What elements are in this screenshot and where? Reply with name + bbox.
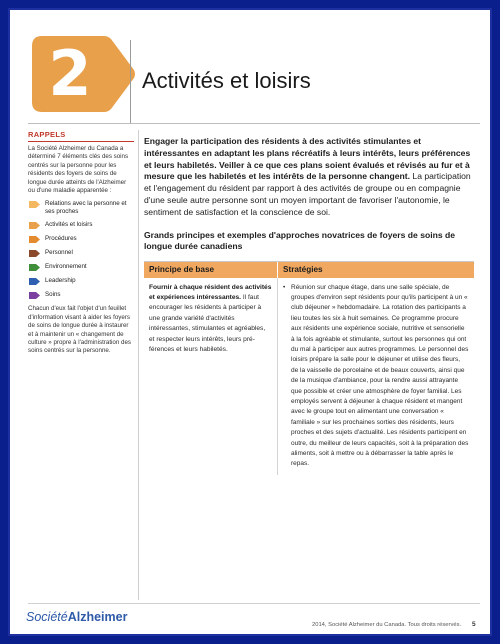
key-element-personnel: Personnel [28, 249, 134, 258]
intro-paragraph [144, 136, 474, 219]
rappels-rule [28, 141, 134, 142]
arrow-tab-icon [28, 291, 41, 300]
copyright-text: 2014, Société Alzheimer du Canada. Tous droits réservés. [312, 622, 462, 628]
document-page [8, 8, 492, 636]
header-strategies: Stratégies [277, 262, 474, 278]
arrow-tab-icon [28, 249, 41, 258]
page-number: 5 [472, 621, 476, 628]
header-principle: Principe de base [149, 264, 215, 274]
arrow-tab-icon [28, 263, 41, 272]
strategy-text: Réunion sur chaque étage, dans une salle spéciale, de groupes d'environ sept résidents pour qu'ils participent à un « club déjeuner » hebdomadaire. La rotation des participants a lieu toutes les six à huit semaines. Ce programme procure aux résidents une expérience sociale, nutritive et sensorielle à la fois agréable et stimulante, surtout les personnes qui ont du mal à participer aux autres programmes. Le personnel des loisirs prépare la salle pour le déjeuner et utilise des fleurs, de la vaisselle de porcelaine et de beaux couverts, ainsi que de la musique d'ambiance, pour la rendre aussi attrayante que possible et créer une atmosphère de foyer familial. Les employés servent à déjeuner à chaque résident et mangent avec le groupe tout en alimentant une conversation « familiale » sur les prochaines sorties des résidents, leurs proches et des sujets d'actualité. Les résidents participent en outre, du meilleur de leurs capacités, soit à la préparation des aliments, soit à mettre ou à débarrasser la table après le repas. [291, 283, 469, 468]
main-content [144, 136, 474, 475]
bullet-icon: • [283, 283, 286, 291]
arrow-tab-icon [28, 277, 41, 286]
rappels-outro: Chacun d'eux fait l'objet d'un feuillet d'information visant à aider les foyers de soins de longue durée à instaurer et à maintenir un « changement de culture » propre à l'administration des soins centrés sur la personne. [28, 305, 131, 355]
footer-rule [28, 603, 480, 604]
strategy-bullet-item [283, 283, 469, 470]
key-element-procedures: Procédures [28, 235, 134, 244]
table-header [144, 262, 474, 278]
chapter-number: 2 [48, 37, 92, 110]
chapter-badge [28, 32, 138, 116]
section-heading: Grands principes et exemples d'approches novatrices de foyers de soins de longue durée canadiens [144, 229, 456, 251]
header-rule [28, 123, 480, 124]
principles-table [144, 261, 474, 475]
arrow-tab-icon [28, 221, 41, 230]
key-element-soins: Soins [28, 291, 134, 300]
page-title: Activités et loisirs [142, 68, 311, 93]
principle-text: Il faut encourager les résidents à participer à une grande variété d'activités intéressantes, stimulantes et agréables, et respecter leurs intérêts, leurs préférences et leurs habiletés. [149, 293, 266, 354]
rappels-intro: La Société Alzheimer du Canada a déterminé 7 éléments clés des soins centrés sur la personne pour les résidents des foyers de soins de longue durée atteints de l'Alzheimer ou d'une maladie apparentée : [28, 145, 129, 195]
key-element-leadership: Leadership [28, 277, 134, 286]
sidebar-divider [138, 130, 139, 600]
strategy-cell [277, 278, 474, 475]
brand-logo: SociétéAlzheimer [26, 610, 128, 624]
key-element-relations: Relations avec la personne et ses proches [28, 200, 134, 216]
principle-cell [144, 278, 277, 475]
key-element-environnement: Environnement [28, 263, 134, 272]
intro-text: La participation et l'engagement du résident par rapport à des activités de groupe ou en compagnie d'une seule autre personne sont un moyen important de favoriser l'autonomie, le sentiment de satisfaction et la conscience de soi. [144, 171, 471, 217]
key-element-activites: Activités et loisirs [28, 221, 134, 230]
principle-bold-text: Fournir à chaque résident des activités et expériences intéressantes. [149, 283, 272, 301]
table-row [144, 278, 474, 475]
key-elements-list [28, 200, 134, 300]
intro-bold-text: Engager la participation des résidents à des activités stimulantes et intéressantes en adaptant les plans récréatifs à leurs intérêts, leurs préférences et leurs habiletés. Veiller à ce que ces plans soient évalués et révisés au fur et à mesure que les habiletés et les intérêts de la personne changent. [144, 136, 471, 182]
rappels-title: RAPPELS [28, 130, 66, 139]
header-divider [130, 40, 131, 124]
arrow-tab-icon [28, 200, 41, 209]
arrow-tab-icon [28, 235, 41, 244]
rappels-sidebar [28, 130, 134, 356]
